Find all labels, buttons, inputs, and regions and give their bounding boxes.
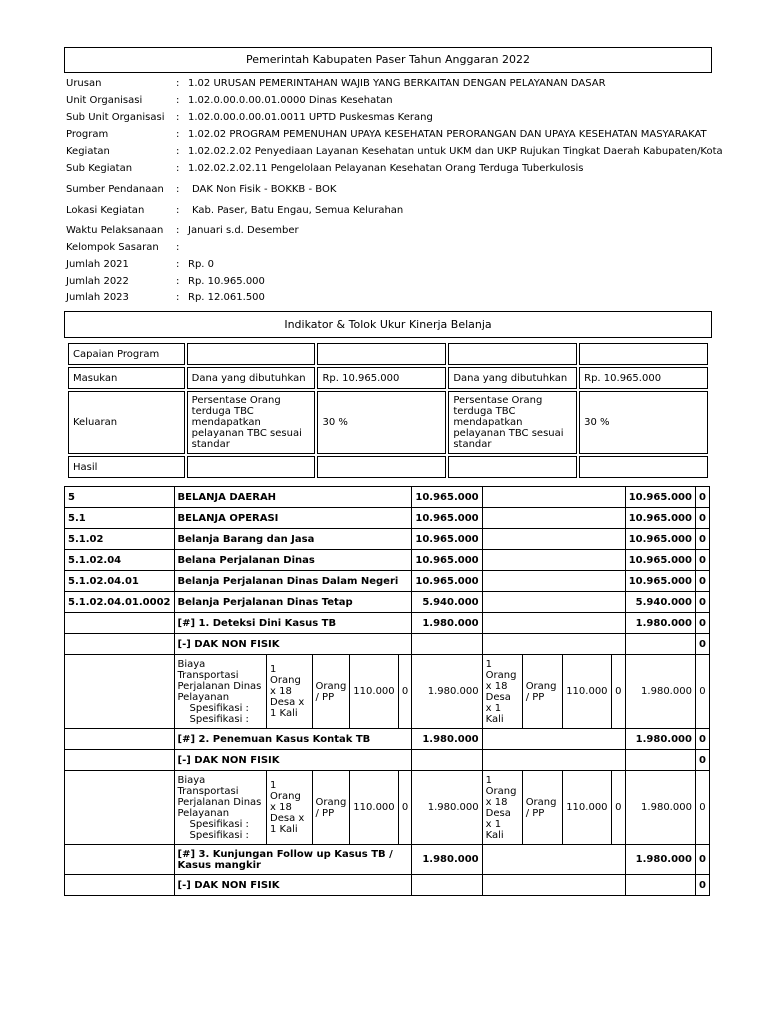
meta-colon: : bbox=[176, 205, 180, 216]
item-volume: 1 Orang x 18 Desa x 1 Kali bbox=[267, 655, 312, 729]
group-row bbox=[65, 613, 710, 634]
indicator-label: Hasil bbox=[68, 456, 185, 478]
amount-before: 10.965.000 bbox=[412, 550, 482, 571]
amount-before: 1.980.000 bbox=[412, 613, 482, 634]
account-code: 5.1.02 bbox=[65, 529, 175, 550]
indicator-table bbox=[66, 341, 710, 480]
meta-colon: : bbox=[176, 95, 180, 106]
group-title: [#] 3. Kunjungan Follow up Kasus TB / Kasus mangkir bbox=[174, 845, 412, 875]
meta-colon: : bbox=[176, 184, 180, 195]
meta-label: Program bbox=[66, 129, 109, 140]
meta-label: Jumlah 2022 bbox=[66, 276, 129, 287]
indicator-row bbox=[68, 456, 708, 478]
amount-diff: 0 bbox=[695, 845, 709, 875]
indicator-title: Indikator & Tolok Ukur Kinerja Belanja bbox=[64, 311, 712, 338]
account-code: 5.1.02.04.01 bbox=[65, 571, 175, 592]
meta-label: Kegiatan bbox=[66, 146, 110, 157]
meta-colon: : bbox=[176, 225, 180, 236]
account-code: 5 bbox=[65, 487, 175, 508]
meta-label: Sub Kegiatan bbox=[66, 163, 133, 174]
amount-diff: 0 bbox=[695, 613, 709, 634]
meta-value: DAK Non Fisik - BOKKB - BOK bbox=[192, 184, 337, 195]
meta-colon: : bbox=[176, 78, 180, 89]
amount-after: 1.980.000 bbox=[625, 729, 695, 750]
amount-before: 1.980.000 bbox=[412, 729, 482, 750]
item-ppn-after: 0 bbox=[611, 655, 625, 729]
meta-value: 1.02 URUSAN PEMERINTAHAN WAJIB YANG BERKAITAN DENGAN PELAYANAN DASAR bbox=[188, 78, 606, 89]
indicator-cell: Persentase Orang terduga TBC mendapatkan pelayanan TBC sesuai standar bbox=[187, 391, 316, 454]
meta-value: 1.02.02 PROGRAM PEMENUHAN UPAYA KESEHATAN PERORANGAN DAN UPAYA KESEHATAN MASYARAKAT bbox=[188, 129, 707, 140]
indicator-cell: Dana yang dibutuhkan bbox=[448, 367, 577, 389]
dak-label: [-] DAK NON FISIK bbox=[174, 875, 412, 896]
meta-label: Sub Unit Organisasi bbox=[66, 112, 165, 123]
amount-diff: 0 bbox=[695, 571, 709, 592]
meta-label: Sumber Pendanaan bbox=[66, 184, 164, 195]
meta-value: Rp. 0 bbox=[188, 259, 215, 270]
meta-value: 1.02.0.00.0.00.01.0011 UPTD Puskesmas Kerang bbox=[188, 112, 433, 123]
amount-after: 10.965.000 bbox=[625, 550, 695, 571]
indicator-label: Capaian Program bbox=[68, 343, 185, 365]
meta-label: Jumlah 2023 bbox=[66, 292, 129, 303]
item-ppn: 0 bbox=[398, 771, 412, 845]
meta-label: Waktu Pelaksanaan bbox=[66, 225, 164, 236]
item-unit: Orang / PP bbox=[312, 655, 350, 729]
amount-diff: 0 bbox=[695, 508, 709, 529]
meta-row bbox=[66, 205, 716, 219]
indicator-cell: Persentase Orang terduga TBC mendapatkan pelayanan TBC sesuai standar bbox=[448, 391, 577, 454]
amount-before: 10.965.000 bbox=[412, 529, 482, 550]
dak-label: [-] DAK NON FISIK bbox=[174, 634, 412, 655]
indicator-cell bbox=[448, 343, 577, 365]
amount-diff: 0 bbox=[695, 550, 709, 571]
item-total: 1.980.000 bbox=[412, 771, 482, 845]
item-price-after: 110.000 bbox=[562, 771, 611, 845]
amount-before: 1.980.000 bbox=[412, 845, 482, 875]
item-description: Biaya Transportasi Perjalanan Dinas Pelayanan Spesifikasi : Spesifikasi : bbox=[174, 771, 267, 845]
amount-before: 10.965.000 bbox=[412, 571, 482, 592]
meta-colon: : bbox=[176, 259, 180, 270]
page-title: Pemerintah Kabupaten Paser Tahun Anggaran 2022 bbox=[64, 47, 712, 73]
dak-label: [-] DAK NON FISIK bbox=[174, 750, 412, 771]
amount-diff: 0 bbox=[695, 750, 709, 771]
meta-label: Lokasi Kegiatan bbox=[66, 205, 145, 216]
item-unit: Orang / PP bbox=[312, 771, 350, 845]
amount-after: 10.965.000 bbox=[625, 529, 695, 550]
group-row bbox=[65, 729, 710, 750]
item-price: 110.000 bbox=[350, 771, 398, 845]
account-name: Belanja Perjalanan Dinas Dalam Negeri bbox=[174, 571, 412, 592]
indicator-cell: 30 % bbox=[579, 391, 708, 454]
item-price-after: 110.000 bbox=[562, 655, 611, 729]
item-ppn: 0 bbox=[398, 655, 412, 729]
amount-diff: 0 bbox=[695, 529, 709, 550]
item-price: 110.000 bbox=[350, 655, 398, 729]
item-total: 1.980.000 bbox=[412, 655, 482, 729]
meta-row bbox=[66, 163, 716, 177]
dak-row bbox=[65, 634, 710, 655]
amount-diff: 0 bbox=[695, 634, 709, 655]
meta-row bbox=[66, 95, 716, 109]
account-name: BELANJA DAERAH bbox=[174, 487, 412, 508]
item-volume: 1 Orang x 18 Desa x 1 Kali bbox=[267, 771, 312, 845]
meta-value: Januari s.d. Desember bbox=[188, 225, 299, 236]
meta-row bbox=[66, 129, 716, 143]
amount-diff: 0 bbox=[695, 487, 709, 508]
meta-colon: : bbox=[176, 112, 180, 123]
group-row bbox=[65, 845, 710, 875]
item-description: Biaya Transportasi Perjalanan Dinas Pelayanan Spesifikasi : Spesifikasi : bbox=[174, 655, 267, 729]
budget-row bbox=[65, 529, 710, 550]
item-diff: 0 bbox=[695, 771, 709, 845]
meta-row bbox=[66, 78, 716, 92]
meta-row bbox=[66, 242, 716, 256]
meta-colon: : bbox=[176, 146, 180, 157]
budget-row bbox=[65, 508, 710, 529]
indicator-label: Keluaran bbox=[68, 391, 185, 454]
meta-row bbox=[66, 225, 716, 239]
item-volume-after: 1 Orang x 18 Desa x 1 Kali bbox=[482, 771, 522, 845]
indicator-cell bbox=[187, 456, 316, 478]
meta-colon: : bbox=[176, 129, 180, 140]
indicator-row bbox=[68, 367, 708, 389]
meta-row bbox=[66, 146, 723, 160]
account-name: BELANJA OPERASI bbox=[174, 508, 412, 529]
meta-value: 1.02.02.2.02.11 Pengelolaan Pelayanan Kesehatan Orang Terduga Tuberkulosis bbox=[188, 163, 584, 174]
item-total-after: 1.980.000 bbox=[625, 771, 695, 845]
meta-value: Rp. 10.965.000 bbox=[188, 276, 265, 287]
account-name: Belanja Perjalanan Dinas Tetap bbox=[174, 592, 412, 613]
indicator-cell: Rp. 10.965.000 bbox=[317, 367, 446, 389]
meta-row bbox=[66, 292, 716, 306]
budget-table bbox=[64, 486, 710, 896]
indicator-cell bbox=[317, 343, 446, 365]
meta-value: Kab. Paser, Batu Engau, Semua Kelurahan bbox=[192, 205, 404, 216]
indicator-cell: Rp. 10.965.000 bbox=[579, 367, 708, 389]
meta-colon: : bbox=[176, 163, 180, 174]
item-row bbox=[65, 655, 710, 729]
account-name: Belana Perjalanan Dinas bbox=[174, 550, 412, 571]
item-volume-after: 1 Orang x 18 Desa x 1 Kali bbox=[482, 655, 522, 729]
indicator-row bbox=[68, 343, 708, 365]
amount-after: 1.980.000 bbox=[625, 613, 695, 634]
meta-row bbox=[66, 259, 716, 273]
amount-after: 5.940.000 bbox=[625, 592, 695, 613]
indicator-cell: 30 % bbox=[317, 391, 446, 454]
amount-after: 10.965.000 bbox=[625, 571, 695, 592]
item-diff: 0 bbox=[695, 655, 709, 729]
dak-row bbox=[65, 750, 710, 771]
meta-label: Unit Organisasi bbox=[66, 95, 143, 106]
meta-value: 1.02.0.00.0.00.01.0000 Dinas Kesehatan bbox=[188, 95, 393, 106]
account-name: Belanja Barang dan Jasa bbox=[174, 529, 412, 550]
item-ppn-after: 0 bbox=[611, 771, 625, 845]
amount-after: 10.965.000 bbox=[625, 508, 695, 529]
meta-value: Rp. 12.061.500 bbox=[188, 292, 265, 303]
meta-colon: : bbox=[176, 292, 180, 303]
amount-before: 10.965.000 bbox=[412, 487, 482, 508]
group-title: [#] 2. Penemuan Kasus Kontak TB bbox=[174, 729, 412, 750]
indicator-cell bbox=[317, 456, 446, 478]
item-row bbox=[65, 771, 710, 845]
amount-after: 10.965.000 bbox=[625, 487, 695, 508]
amount-diff: 0 bbox=[695, 875, 709, 896]
account-code: 5.1 bbox=[65, 508, 175, 529]
group-title: [#] 1. Deteksi Dini Kasus TB bbox=[174, 613, 412, 634]
indicator-cell bbox=[579, 456, 708, 478]
budget-row bbox=[65, 487, 710, 508]
amount-diff: 0 bbox=[695, 592, 709, 613]
indicator-cell bbox=[448, 456, 577, 478]
item-unit-after: Orang / PP bbox=[522, 771, 562, 845]
meta-colon: : bbox=[176, 276, 180, 287]
account-code: 5.1.02.04 bbox=[65, 550, 175, 571]
meta-label: Jumlah 2021 bbox=[66, 259, 129, 270]
meta-label: Urusan bbox=[66, 78, 102, 89]
meta-row bbox=[66, 276, 716, 290]
budget-row bbox=[65, 592, 710, 613]
item-total-after: 1.980.000 bbox=[625, 655, 695, 729]
budget-row bbox=[65, 571, 710, 592]
amount-after: 1.980.000 bbox=[625, 845, 695, 875]
meta-value: 1.02.02.2.02 Penyediaan Layanan Kesehatan untuk UKM dan UKP Rujukan Tingkat Daerah Kabupaten/Kota bbox=[188, 146, 723, 157]
meta-row bbox=[66, 184, 716, 198]
amount-diff: 0 bbox=[695, 729, 709, 750]
meta-colon: : bbox=[176, 242, 180, 253]
item-unit-after: Orang / PP bbox=[522, 655, 562, 729]
indicator-cell: Dana yang dibutuhkan bbox=[187, 367, 316, 389]
indicator-cell bbox=[579, 343, 708, 365]
meta-row bbox=[66, 112, 716, 126]
amount-before: 5.940.000 bbox=[412, 592, 482, 613]
account-code: 5.1.02.04.01.0002 bbox=[65, 592, 175, 613]
dak-row bbox=[65, 875, 710, 896]
indicator-row bbox=[68, 391, 708, 454]
indicator-label: Masukan bbox=[68, 367, 185, 389]
amount-before: 10.965.000 bbox=[412, 508, 482, 529]
budget-row bbox=[65, 550, 710, 571]
indicator-cell bbox=[187, 343, 316, 365]
meta-label: Kelompok Sasaran bbox=[66, 242, 159, 253]
